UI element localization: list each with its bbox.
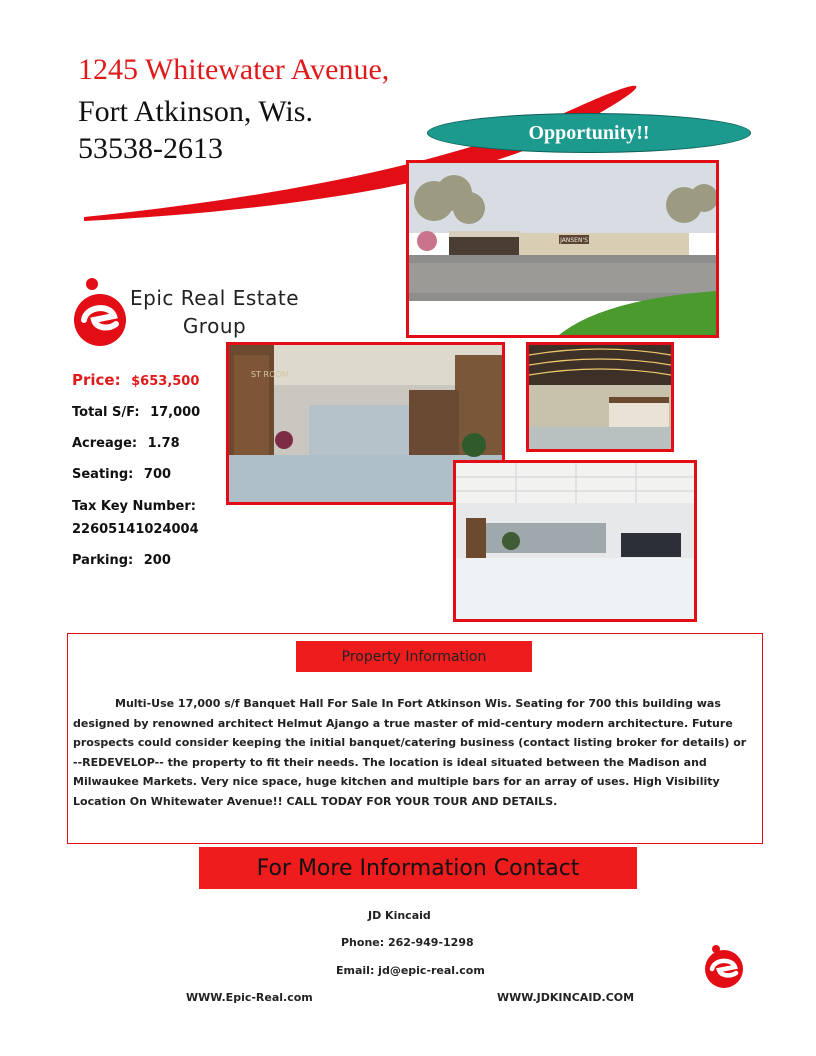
contact-email[interactable]: Email: jd@epic-real.com (336, 964, 485, 977)
acreage-row (72, 436, 180, 451)
seating-row (72, 467, 171, 482)
logo-line2: Group (182, 314, 247, 338)
opportunity-badge: Opportunity!! (427, 113, 751, 153)
price-label: Price: (72, 371, 121, 389)
bar-photo-image (529, 345, 671, 449)
contact-banner: For More Information Contact (199, 847, 637, 889)
acreage-label: Acreage: (72, 436, 138, 451)
parking-label: Parking: (72, 553, 134, 568)
address-city: Fort Atkinson, Wis. (78, 95, 313, 128)
price-row (72, 371, 199, 389)
parking-value: 200 (143, 553, 171, 568)
exterior-sign-text: JANSEN'S (560, 237, 588, 244)
hall-photo-image (456, 463, 694, 619)
sqft-value: 17,000 (150, 405, 201, 420)
epic-small-logo-icon (700, 945, 748, 989)
epic-logo (72, 276, 312, 356)
address-zip: 53538-2613 (78, 132, 223, 165)
contact-phone: Phone: 262-949-1298 (341, 936, 474, 949)
sqft-row (72, 405, 200, 420)
epic-e-logo-icon (72, 276, 128, 352)
hall-photo (453, 460, 697, 622)
logo-line1: Epic Real Estate (130, 286, 300, 310)
website-link-epic[interactable]: WWW.Epic-Real.com (186, 991, 313, 1004)
website-link-jdkincaid[interactable]: WWW.JDKINCAID.COM (497, 991, 635, 1004)
property-info-title: Property Information (296, 641, 532, 672)
price-value: $653,500 (131, 374, 200, 389)
exterior-photo (406, 160, 719, 338)
parking-row (72, 553, 171, 568)
lounge-sign-text: ST ROOM (251, 370, 289, 379)
seating-label: Seating: (72, 467, 134, 482)
bar-photo (526, 342, 674, 452)
sqft-label: Total S/F: (72, 405, 140, 420)
address-street: 1245 Whitewater Avenue, (78, 53, 390, 86)
property-description: Multi-Use 17,000 s/f Banquet Hall For Sale In Fort Atkinson Wis. Seating for 700 this building was designed by renowned architect Helmut Ajango a true master of mid-century modern architecture. Future prospects could consider keeping the initial banquet/catering business (contact listing broker for details) or --REDEVELOP-- the property to fit their needs. The location is ideal situated between the Madison and Milwaukee Markets. Very nice space, huge kitchen and multiple bars for an array of uses. High Visibility Location On Whitewater Avenue!! CALL TODAY FOR YOUR TOUR AND DETAILS. (73, 697, 747, 808)
acreage-value: 1.78 (147, 436, 180, 451)
seating-value: 700 (143, 467, 172, 482)
taxkey-value: 22605141024004 (72, 522, 199, 537)
taxkey-label: Tax Key Number: (72, 499, 196, 514)
exterior-photo-image (409, 163, 716, 335)
contact-name: JD Kincaid (368, 909, 431, 922)
